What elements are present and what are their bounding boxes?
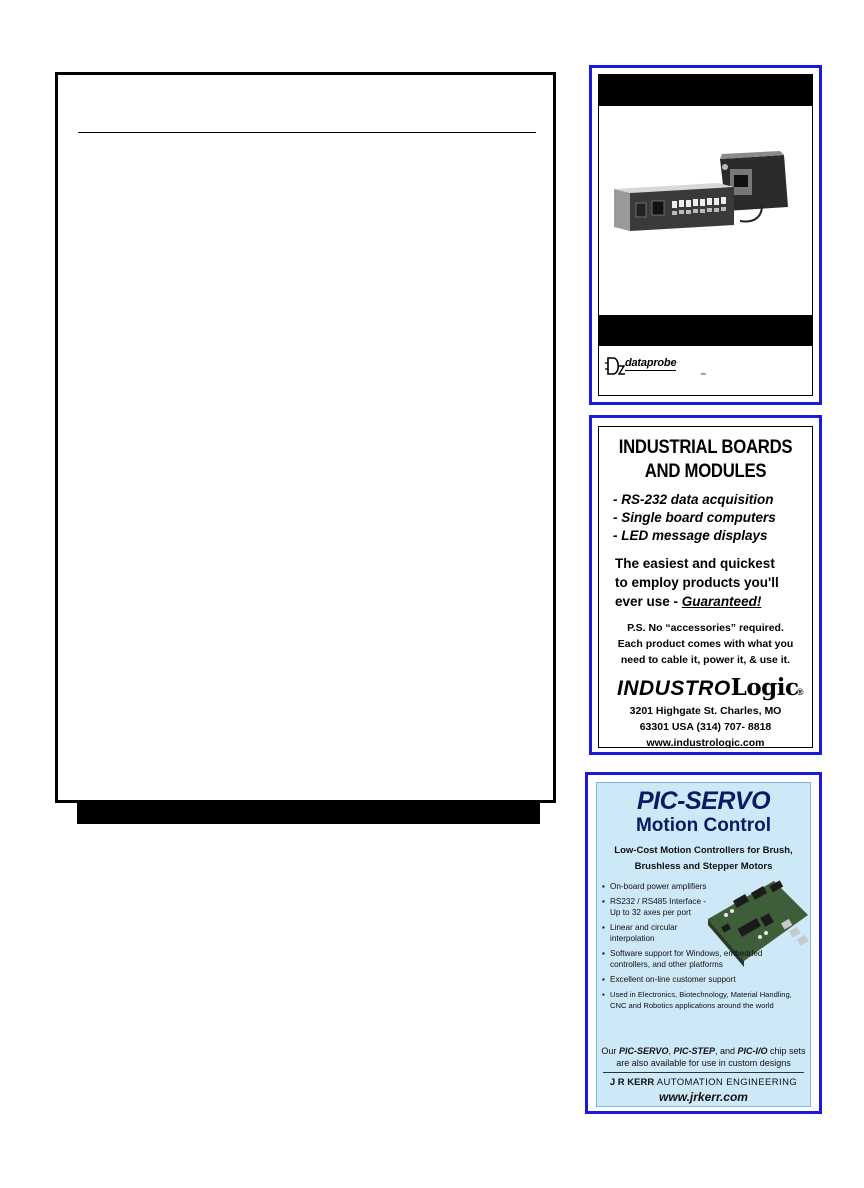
chip-note-text: , and: [714, 1046, 738, 1056]
dataprobe-logo[interactable]: [605, 355, 725, 379]
jrkerr-ad[interactable]: [585, 772, 822, 1114]
claim-line: The easiest and quickest: [615, 556, 775, 571]
claim-line-text: ever use -: [615, 594, 682, 609]
bullet-item: - RS-232 data acquisition: [613, 492, 774, 507]
chip-name-servo: PIC-SERVO: [618, 1046, 669, 1056]
feature-item: ▪ On-board power amplifiers: [602, 881, 807, 892]
ps-line: need to cable it, power it, & use it.: [620, 654, 791, 666]
feature-item: ▪ RS232 / RS485 Interface - Up to 32 axes per port: [602, 896, 710, 918]
dataprobe-logo-text: dataprobe: [625, 357, 677, 369]
article-box: [55, 72, 556, 803]
jrkerr-subtitle: Motion Control: [635, 815, 772, 836]
feature-item: ▪ Excellent on-line customer support: [602, 974, 807, 985]
jrkerr-divider: [603, 1072, 804, 1073]
industrologic-logo-part2: Logic: [730, 674, 799, 701]
industrologic-logo-part1: INDUSTRO: [617, 677, 731, 700]
jrkerr-company: [597, 1077, 810, 1088]
industrologic-ad[interactable]: [589, 415, 822, 755]
headline-line-2: AND MODULES: [644, 461, 767, 482]
bullet-item: - LED message displays: [613, 528, 768, 543]
jrkerr-ad-inner: [596, 782, 811, 1107]
tagline-line: Low-Cost Motion Controllers for Brush,: [614, 845, 793, 856]
industrologic-claim: [615, 554, 815, 611]
address-line: 3201 Highgate St. Charles, MO: [629, 705, 782, 717]
dataprobe-logo-inc: inc: [701, 371, 707, 376]
industrologic-address: [599, 703, 812, 751]
bullet-item: - Single board computers: [613, 510, 776, 525]
ps-line: P.S. No “accessories” required.: [627, 622, 784, 634]
chip-name-io: PIC-I/O: [737, 1046, 768, 1056]
industrologic-logo[interactable]: [617, 672, 807, 704]
jrkerr-tagline: [597, 843, 810, 875]
jrkerr-chip-note: [597, 1045, 810, 1069]
dataprobe-bottom-bar: [599, 315, 812, 346]
feature-item: ▪ Used in Electronics, Biotechnology, Material Handling, CNC and Robotics applications around the world: [602, 989, 807, 1011]
feature-item: ▪ Linear and circular interpolation: [602, 922, 710, 944]
article-title-rule: [78, 132, 536, 133]
dataprobe-logo-mark-icon: [605, 355, 625, 377]
registered-mark: ®: [796, 687, 803, 697]
dataprobe-ad[interactable]: [589, 65, 822, 405]
tagline-line: Brushless and Stepper Motors: [634, 861, 773, 872]
company-name-rest: AUTOMATION ENGINEERING: [654, 1077, 798, 1088]
headline-line-1: INDUSTRIAL BOARDS: [618, 437, 793, 458]
dataprobe-top-bar: [599, 75, 812, 106]
company-name-bold: J R KERR: [609, 1077, 655, 1088]
industrologic-headline: [612, 436, 799, 484]
claim-emphasis: Guaranteed!: [681, 594, 762, 609]
power-switch-product-image: [612, 149, 808, 239]
chip-note-text: chip sets are also available for use in custom designs: [616, 1046, 806, 1068]
claim-line: [615, 592, 815, 611]
jrkerr-title: PIC-SERVO: [636, 787, 771, 815]
chip-name-step: PIC-STEP: [673, 1046, 715, 1056]
article-title: [78, 95, 536, 125]
ps-line: Each product comes with what you: [617, 638, 794, 650]
industrologic-bullets: [613, 491, 813, 545]
address-line: 63301 USA (314) 707- 8818: [639, 721, 772, 733]
dataprobe-ad-inner: [598, 74, 813, 396]
chip-note-text: ,: [668, 1046, 674, 1056]
chip-note-text: Our: [601, 1046, 619, 1056]
jrkerr-website-link[interactable]: www.jrkerr.com: [659, 1090, 748, 1104]
feature-item: ▪ Software support for Windows, embedded controllers, and other platforms: [602, 948, 780, 970]
industrologic-ad-inner: [598, 426, 813, 748]
industrologic-ps: [599, 620, 812, 668]
jrkerr-features: [602, 881, 807, 1015]
website-link[interactable]: www.industrologic.com: [646, 737, 765, 749]
claim-line: to employ products you'll: [615, 575, 779, 590]
